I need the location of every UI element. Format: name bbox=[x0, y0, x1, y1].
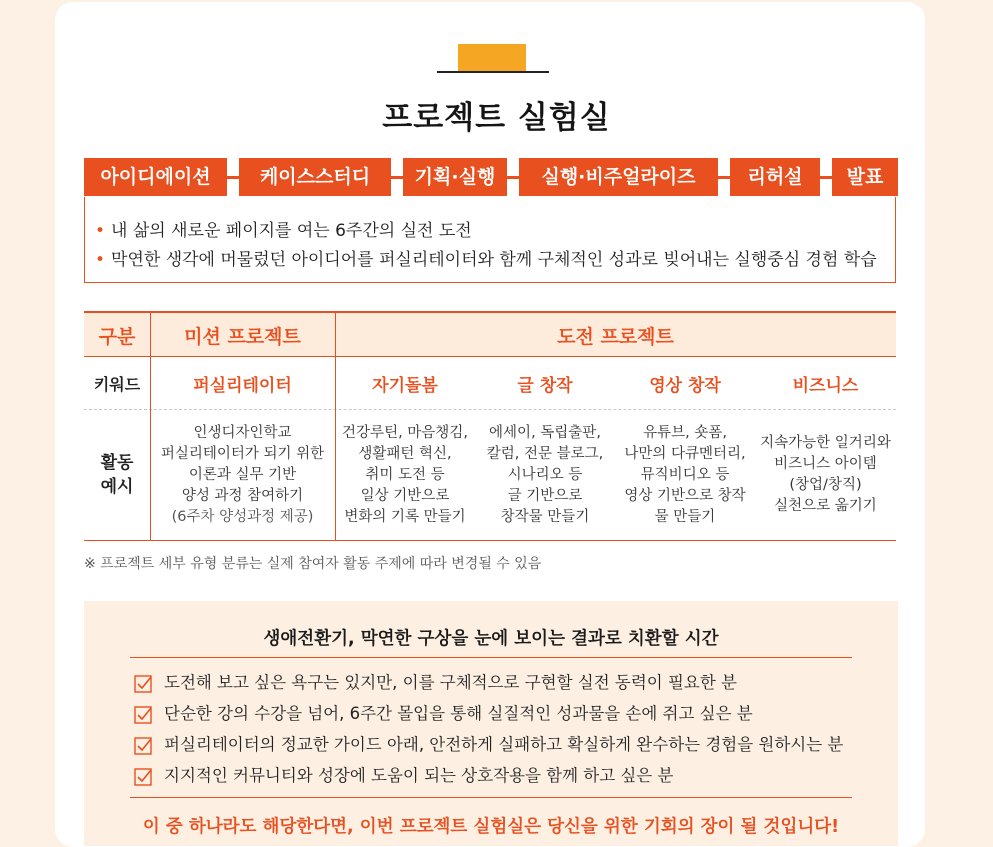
keyword-row bbox=[84, 357, 896, 410]
check-item bbox=[134, 669, 737, 693]
checkbox-icon bbox=[134, 706, 152, 724]
activity-line: 유튜브, 숏폼, bbox=[643, 424, 727, 441]
activity-cell bbox=[335, 410, 475, 540]
check-text: 지지적인 커뮤니티와 성장에 도움이 되는 상호작용을 함께 하고 싶은 분 bbox=[164, 766, 674, 785]
keyword-label: 키워드 bbox=[93, 374, 141, 394]
check-text: 퍼실리테이터의 정교한 가이드 아래, 안전하게 실패하고 확실하게 완수하는 경험을 원하시는 분 bbox=[164, 735, 844, 754]
check-text: 단순한 강의 수강을 넘어, 6주간 몰입을 통해 실질적인 성과물을 손에 쥐고 싶은 분 bbox=[164, 704, 753, 723]
title-underline bbox=[437, 71, 549, 73]
step-connector bbox=[718, 176, 730, 179]
activity-cell bbox=[475, 410, 615, 540]
step-presentation: 발표 bbox=[832, 158, 898, 196]
activity-label: 예시 bbox=[100, 477, 134, 497]
box-divider bbox=[130, 797, 852, 798]
activity-line: 실천으로 옮기기 bbox=[774, 498, 877, 514]
step-visualize: 실행·비주얼라이즈 bbox=[519, 158, 718, 196]
activity-cell bbox=[615, 410, 755, 540]
intro-item: • 막연한 생각에 머물렀던 아이디어를 퍼실리테이터와 함께 구체적인 성과로 빚어내는 실행중심 경험 학습 bbox=[95, 250, 877, 270]
activity-line: (창업/창직) bbox=[789, 477, 862, 493]
keyword-cell bbox=[615, 357, 755, 409]
header-challenge: 도전 프로젝트 bbox=[557, 325, 674, 348]
keyword-selfcare: 자기돌봄 bbox=[372, 375, 438, 396]
step-case-study: 케이스스터디 bbox=[239, 158, 391, 196]
activity-line: 칼럼, 전문 블로그, bbox=[486, 445, 604, 462]
activity-label: 활동 bbox=[100, 453, 134, 473]
check-item bbox=[134, 731, 843, 755]
header-cell bbox=[84, 313, 150, 357]
step-connector bbox=[227, 176, 239, 179]
activity-line: 시나리오 등 bbox=[507, 466, 583, 483]
footnote: ※ 프로젝트 세부 유형 분류는 실제 참여자 활동 주제에 따라 변경될 수 있음 bbox=[84, 556, 542, 572]
activity-line: 글 기반으로 bbox=[507, 487, 583, 504]
activity-note: (6주차 양성과정 제공) bbox=[171, 508, 314, 525]
activity-line: 양성 과정 참여하기 bbox=[181, 487, 304, 504]
activity-line: 지속가능한 일거리와 bbox=[760, 435, 891, 451]
check-item bbox=[134, 700, 753, 724]
activity-line: 영상 기반으로 창작 bbox=[624, 487, 746, 504]
activity-row bbox=[84, 410, 896, 541]
keyword-label-cell bbox=[84, 357, 150, 409]
box-divider bbox=[130, 657, 852, 658]
step-connector bbox=[820, 176, 832, 179]
intro-box bbox=[84, 197, 896, 283]
step-connector bbox=[507, 176, 519, 179]
activity-cell bbox=[755, 410, 896, 540]
keyword-writing: 글 창작 bbox=[517, 375, 573, 396]
column-divider bbox=[150, 311, 151, 540]
check-text: 도전해 보고 싶은 욕구는 있지만, 이를 구체적으로 구현할 실전 동력이 필요한 분 bbox=[164, 673, 737, 692]
step-planning: 기획·실행 bbox=[403, 158, 507, 196]
activity-line: 뮤직비디오 등 bbox=[640, 466, 730, 483]
activity-line: 건강루틴, 마음챙김, bbox=[342, 424, 468, 441]
activity-line: 퍼실리테이터가 되기 위한 bbox=[160, 445, 325, 462]
process-steps bbox=[84, 158, 898, 198]
box-conclusion: 이 중 하나라도 해당한다면, 이번 프로젝트 실험실은 당신을 위한 기회의 장이 될 것입니다! bbox=[142, 817, 840, 837]
keyword-cell bbox=[475, 357, 615, 409]
activity-line: 에세이, 독립출판, bbox=[489, 424, 601, 441]
keyword-cell bbox=[335, 357, 475, 409]
keyword-business: 비즈니스 bbox=[792, 375, 859, 396]
header-category: 구분 bbox=[98, 325, 136, 348]
step-ideation: 아이디에이션 bbox=[84, 158, 227, 196]
keyword-facilitator: 퍼실리테이터 bbox=[193, 375, 292, 396]
intro-item: • 내 삶의 새로운 페이지를 여는 6주간의 실전 도전 bbox=[95, 221, 472, 241]
activity-line: 생활패턴 혁신, bbox=[358, 445, 452, 462]
check-item bbox=[134, 762, 673, 786]
checkbox-icon bbox=[134, 768, 152, 786]
keyword-cell bbox=[150, 357, 335, 409]
checkbox-icon bbox=[134, 737, 152, 755]
activity-line: 비즈니스 아이템 bbox=[774, 456, 877, 472]
step-rehearsal: 리허설 bbox=[730, 158, 820, 196]
page-title: 프로젝트 실험실 bbox=[382, 100, 611, 136]
project-table bbox=[84, 311, 896, 541]
activity-label-cell bbox=[84, 410, 150, 540]
intro-text: 막연한 생각에 머물렀던 아이디어를 퍼실리테이터와 함께 구체적인 성과로 빚어내는 실행중심 경험 학습 bbox=[111, 250, 877, 270]
target-audience-box bbox=[84, 601, 898, 846]
activity-line: 나만의 다큐멘터리, bbox=[624, 445, 746, 462]
table-header-row bbox=[84, 311, 896, 357]
step-connector bbox=[391, 176, 403, 179]
column-divider bbox=[335, 311, 336, 540]
activity-line: 일상 기반으로 bbox=[360, 487, 450, 504]
keyword-cell bbox=[755, 357, 896, 409]
keyword-video: 영상 창작 bbox=[649, 375, 721, 396]
box-title: 생애전환기, 막연한 구상을 눈에 보이는 결과로 치환할 시간 bbox=[263, 629, 719, 649]
header-cell bbox=[335, 313, 896, 357]
activity-line: 인생디자인학교 bbox=[193, 424, 292, 441]
activity-line: 취미 도전 등 bbox=[365, 466, 445, 483]
activity-line: 물 만들기 bbox=[654, 508, 716, 525]
activity-line: 이론과 실무 기반 bbox=[188, 466, 297, 483]
intro-text: 내 삶의 새로운 페이지를 여는 6주간의 실전 도전 bbox=[111, 221, 472, 241]
activity-line: 창작물 만들기 bbox=[500, 508, 590, 525]
header-mission: 미션 프로젝트 bbox=[184, 325, 301, 348]
title-accent-bar bbox=[458, 44, 526, 71]
header-cell bbox=[150, 313, 335, 357]
checkbox-icon bbox=[134, 675, 152, 693]
activity-line: 변화의 기록 만들기 bbox=[344, 508, 466, 525]
activity-cell bbox=[150, 410, 335, 540]
